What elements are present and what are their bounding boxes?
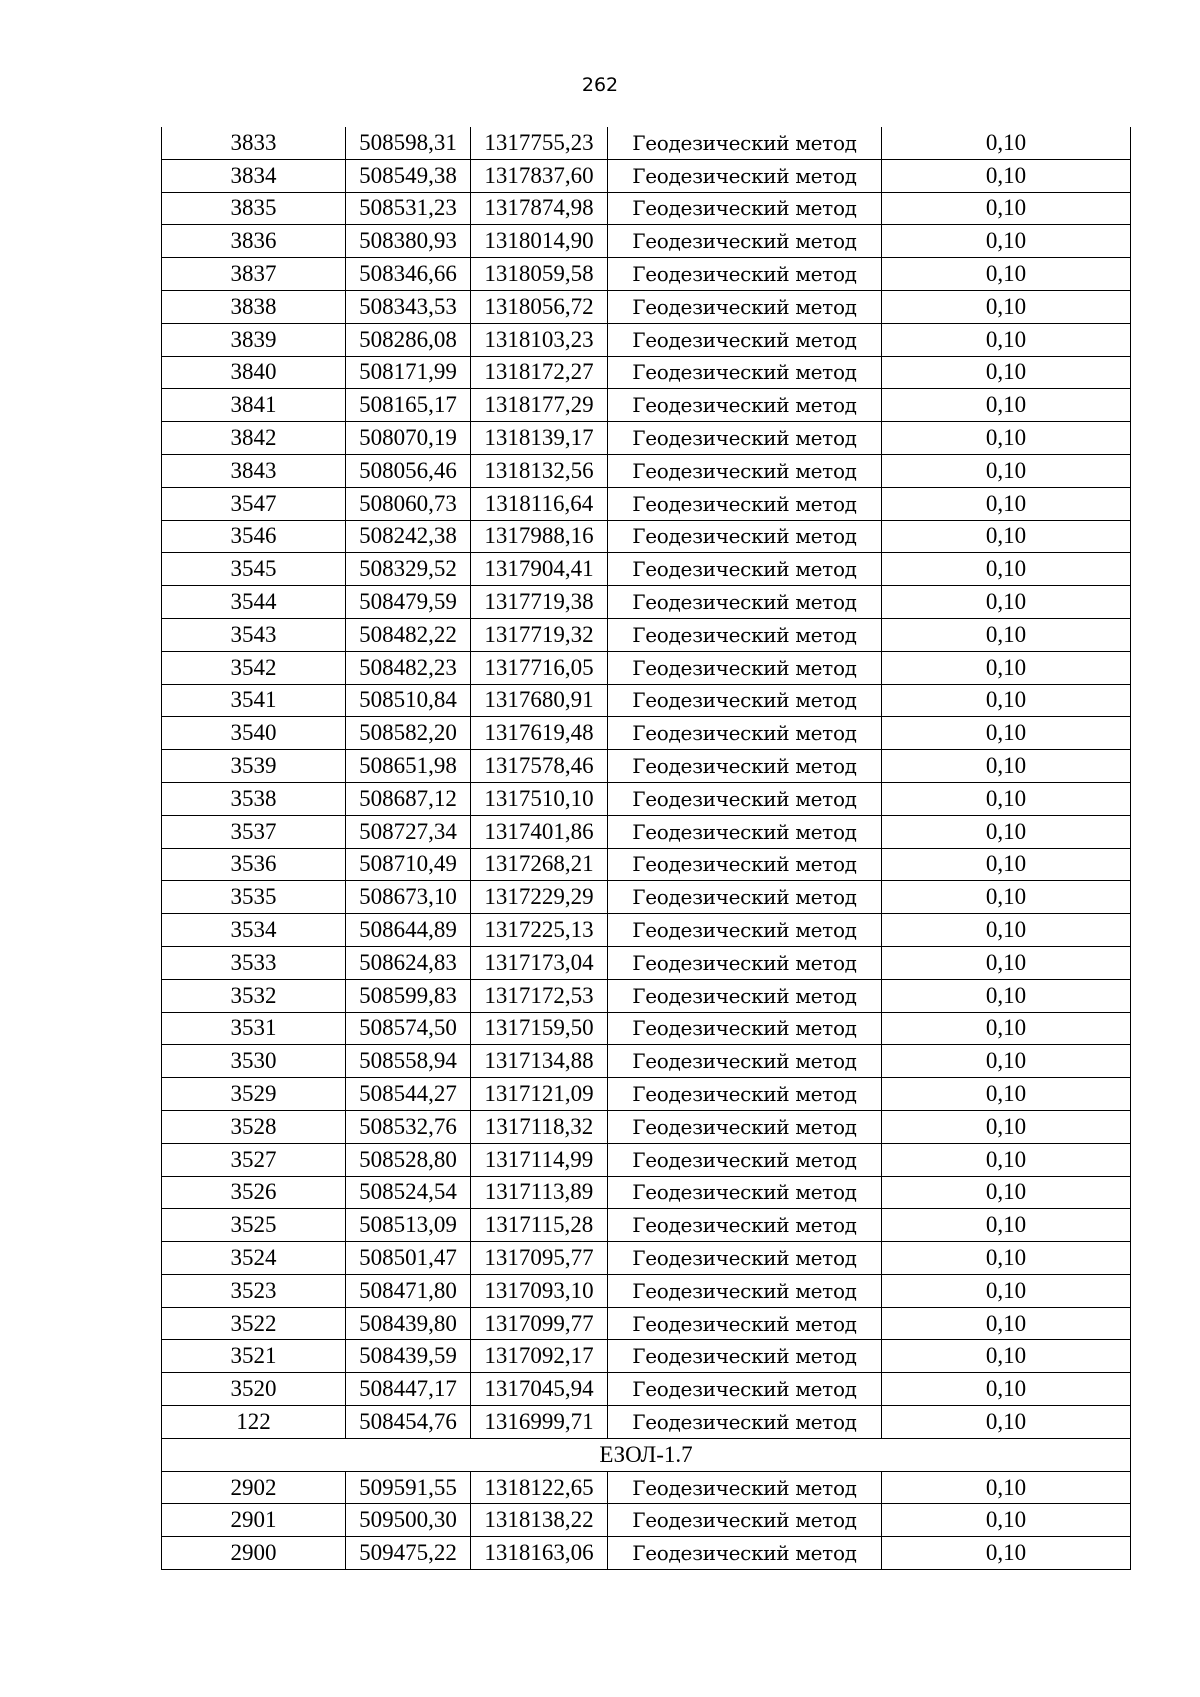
point-number-cell: 3536: [162, 848, 346, 881]
x-coordinate-cell: 508727,34: [346, 815, 471, 848]
point-number-cell: 3547: [162, 487, 346, 520]
page-number: 262: [581, 74, 619, 96]
method-cell: Геодезический метод: [608, 1209, 882, 1242]
point-number-cell: 3539: [162, 750, 346, 783]
y-coordinate-cell: 1317755,23: [471, 127, 608, 159]
x-coordinate-cell: 508070,19: [346, 422, 471, 455]
y-coordinate-cell: 1317988,16: [471, 520, 608, 553]
y-coordinate-cell: 1317095,77: [471, 1242, 608, 1275]
y-coordinate-cell: 1317115,28: [471, 1209, 608, 1242]
method-cell: Геодезический метод: [608, 881, 882, 914]
x-coordinate-cell: 508574,50: [346, 1012, 471, 1045]
y-coordinate-cell: 1317093,10: [471, 1274, 608, 1307]
x-coordinate-cell: 508056,46: [346, 454, 471, 487]
method-cell: Геодезический метод: [608, 750, 882, 783]
y-coordinate-cell: 1318056,72: [471, 290, 608, 323]
table-row: [162, 914, 1131, 947]
table-row: [162, 881, 1131, 914]
point-number-cell: 3843: [162, 454, 346, 487]
point-number-cell: 3527: [162, 1143, 346, 1176]
point-number-cell: 3837: [162, 258, 346, 291]
x-coordinate-cell: 508599,83: [346, 979, 471, 1012]
accuracy-cell: 0,10: [882, 1242, 1131, 1275]
table-row: [162, 815, 1131, 848]
method-cell: Геодезический метод: [608, 618, 882, 651]
point-number-cell: 3835: [162, 192, 346, 225]
accuracy-cell: 0,10: [882, 290, 1131, 323]
y-coordinate-cell: 1317837,60: [471, 159, 608, 192]
accuracy-cell: 0,10: [882, 1176, 1131, 1209]
y-coordinate-cell: 1318132,56: [471, 454, 608, 487]
y-coordinate-cell: 1317510,10: [471, 782, 608, 815]
accuracy-cell: 0,10: [882, 356, 1131, 389]
x-coordinate-cell: 508346,66: [346, 258, 471, 291]
coordinates-table-body: [162, 127, 1131, 1570]
y-coordinate-cell: 1317401,86: [471, 815, 608, 848]
accuracy-cell: 0,10: [882, 1143, 1131, 1176]
y-coordinate-cell: 1317114,99: [471, 1143, 608, 1176]
y-coordinate-cell: 1317229,29: [471, 881, 608, 914]
table-row: [162, 487, 1131, 520]
x-coordinate-cell: 508644,89: [346, 914, 471, 947]
accuracy-cell: 0,10: [882, 946, 1131, 979]
point-number-cell: 3520: [162, 1373, 346, 1406]
y-coordinate-cell: 1318122,65: [471, 1471, 608, 1504]
x-coordinate-cell: 508329,52: [346, 553, 471, 586]
point-number-cell: 3544: [162, 586, 346, 619]
y-coordinate-cell: 1318177,29: [471, 389, 608, 422]
x-coordinate-cell: 508242,38: [346, 520, 471, 553]
method-cell: Геодезический метод: [608, 225, 882, 258]
point-number-cell: 3530: [162, 1045, 346, 1078]
method-cell: Геодезический метод: [608, 1307, 882, 1340]
accuracy-cell: 0,10: [882, 684, 1131, 717]
accuracy-cell: 0,10: [882, 422, 1131, 455]
table-row: [162, 848, 1131, 881]
y-coordinate-cell: 1316999,71: [471, 1406, 608, 1439]
y-coordinate-cell: 1317099,77: [471, 1307, 608, 1340]
y-coordinate-cell: 1317121,09: [471, 1078, 608, 1111]
method-cell: Геодезический метод: [608, 914, 882, 947]
x-coordinate-cell: 508528,80: [346, 1143, 471, 1176]
method-cell: Геодезический метод: [608, 1471, 882, 1504]
accuracy-cell: 0,10: [882, 717, 1131, 750]
table-row: [162, 1537, 1131, 1570]
method-cell: Геодезический метод: [608, 717, 882, 750]
point-number-cell: 3838: [162, 290, 346, 323]
x-coordinate-cell: 508510,84: [346, 684, 471, 717]
accuracy-cell: 0,10: [882, 881, 1131, 914]
table-row: [162, 225, 1131, 258]
table-row: [162, 782, 1131, 815]
table-row: [162, 323, 1131, 356]
table-row: [162, 127, 1131, 159]
coordinates-table: [161, 127, 1131, 1570]
method-cell: Геодезический метод: [608, 258, 882, 291]
x-coordinate-cell: 508598,31: [346, 127, 471, 159]
point-number-cell: 3538: [162, 782, 346, 815]
x-coordinate-cell: 508651,98: [346, 750, 471, 783]
accuracy-cell: 0,10: [882, 553, 1131, 586]
table-row: [162, 1471, 1131, 1504]
x-coordinate-cell: 509500,30: [346, 1504, 471, 1537]
y-coordinate-cell: 1317172,53: [471, 979, 608, 1012]
accuracy-cell: 0,10: [882, 258, 1131, 291]
section-header-row: [162, 1438, 1131, 1471]
point-number-cell: 3534: [162, 914, 346, 947]
table-row: [162, 1078, 1131, 1111]
x-coordinate-cell: 508531,23: [346, 192, 471, 225]
point-number-cell: 122: [162, 1406, 346, 1439]
table-row: [162, 258, 1131, 291]
table-row: [162, 454, 1131, 487]
accuracy-cell: 0,10: [882, 1373, 1131, 1406]
x-coordinate-cell: 508544,27: [346, 1078, 471, 1111]
y-coordinate-cell: 1317904,41: [471, 553, 608, 586]
point-number-cell: 2901: [162, 1504, 346, 1537]
table-row: [162, 1274, 1131, 1307]
accuracy-cell: 0,10: [882, 618, 1131, 651]
method-cell: Геодезический метод: [608, 422, 882, 455]
table-row: [162, 717, 1131, 750]
table-row: [162, 618, 1131, 651]
x-coordinate-cell: 508624,83: [346, 946, 471, 979]
point-number-cell: 3525: [162, 1209, 346, 1242]
table-row: [162, 356, 1131, 389]
method-cell: Геодезический метод: [608, 389, 882, 422]
y-coordinate-cell: 1317716,05: [471, 651, 608, 684]
accuracy-cell: 0,10: [882, 323, 1131, 356]
table-row: [162, 290, 1131, 323]
x-coordinate-cell: 508439,59: [346, 1340, 471, 1373]
accuracy-cell: 0,10: [882, 1307, 1131, 1340]
table-row: [162, 192, 1131, 225]
accuracy-cell: 0,10: [882, 1045, 1131, 1078]
y-coordinate-cell: 1317092,17: [471, 1340, 608, 1373]
table-row: [162, 159, 1131, 192]
table-row: [162, 684, 1131, 717]
point-number-cell: 2902: [162, 1471, 346, 1504]
x-coordinate-cell: 509475,22: [346, 1537, 471, 1570]
point-number-cell: 3533: [162, 946, 346, 979]
table-row: [162, 389, 1131, 422]
method-cell: Геодезический метод: [608, 979, 882, 1012]
accuracy-cell: 0,10: [882, 586, 1131, 619]
accuracy-cell: 0,10: [882, 1078, 1131, 1111]
x-coordinate-cell: 509591,55: [346, 1471, 471, 1504]
y-coordinate-cell: 1317118,32: [471, 1110, 608, 1143]
point-number-cell: 3542: [162, 651, 346, 684]
table-row: [162, 1176, 1131, 1209]
table-row: [162, 750, 1131, 783]
accuracy-cell: 0,10: [882, 1537, 1131, 1570]
y-coordinate-cell: 1317874,98: [471, 192, 608, 225]
y-coordinate-cell: 1317173,04: [471, 946, 608, 979]
method-cell: Геодезический метод: [608, 1274, 882, 1307]
table-row: [162, 1143, 1131, 1176]
point-number-cell: 3546: [162, 520, 346, 553]
method-cell: Геодезический метод: [608, 684, 882, 717]
accuracy-cell: 0,10: [882, 1274, 1131, 1307]
point-number-cell: 3531: [162, 1012, 346, 1045]
point-number-cell: 3836: [162, 225, 346, 258]
point-number-cell: 3522: [162, 1307, 346, 1340]
x-coordinate-cell: 508471,80: [346, 1274, 471, 1307]
accuracy-cell: 0,10: [882, 487, 1131, 520]
table-row: [162, 422, 1131, 455]
accuracy-cell: 0,10: [882, 520, 1131, 553]
method-cell: Геодезический метод: [608, 1340, 882, 1373]
method-cell: Геодезический метод: [608, 782, 882, 815]
accuracy-cell: 0,10: [882, 454, 1131, 487]
x-coordinate-cell: 508513,09: [346, 1209, 471, 1242]
y-coordinate-cell: 1317680,91: [471, 684, 608, 717]
x-coordinate-cell: 508060,73: [346, 487, 471, 520]
y-coordinate-cell: 1317045,94: [471, 1373, 608, 1406]
point-number-cell: 3840: [162, 356, 346, 389]
accuracy-cell: 0,10: [882, 192, 1131, 225]
method-cell: Геодезический метод: [608, 815, 882, 848]
x-coordinate-cell: 508673,10: [346, 881, 471, 914]
method-cell: Геодезический метод: [608, 1143, 882, 1176]
y-coordinate-cell: 1317719,38: [471, 586, 608, 619]
x-coordinate-cell: 508524,54: [346, 1176, 471, 1209]
point-number-cell: 2900: [162, 1537, 346, 1570]
table-row: [162, 1307, 1131, 1340]
method-cell: Геодезический метод: [608, 1078, 882, 1111]
accuracy-cell: 0,10: [882, 914, 1131, 947]
method-cell: Геодезический метод: [608, 651, 882, 684]
method-cell: Геодезический метод: [608, 586, 882, 619]
accuracy-cell: 0,10: [882, 1471, 1131, 1504]
method-cell: Геодезический метод: [608, 946, 882, 979]
table-row: [162, 586, 1131, 619]
x-coordinate-cell: 508482,22: [346, 618, 471, 651]
accuracy-cell: 0,10: [882, 225, 1131, 258]
point-number-cell: 3524: [162, 1242, 346, 1275]
method-cell: Геодезический метод: [608, 454, 882, 487]
method-cell: Геодезический метод: [608, 159, 882, 192]
y-coordinate-cell: 1318059,58: [471, 258, 608, 291]
method-cell: Геодезический метод: [608, 290, 882, 323]
method-cell: Геодезический метод: [608, 323, 882, 356]
point-number-cell: 3521: [162, 1340, 346, 1373]
method-cell: Геодезический метод: [608, 848, 882, 881]
accuracy-cell: 0,10: [882, 127, 1131, 159]
x-coordinate-cell: 508380,93: [346, 225, 471, 258]
x-coordinate-cell: 508482,23: [346, 651, 471, 684]
point-number-cell: 3839: [162, 323, 346, 356]
point-number-cell: 3540: [162, 717, 346, 750]
point-number-cell: 3526: [162, 1176, 346, 1209]
method-cell: Геодезический метод: [608, 1110, 882, 1143]
method-cell: Геодезический метод: [608, 1012, 882, 1045]
accuracy-cell: 0,10: [882, 848, 1131, 881]
point-number-cell: 3541: [162, 684, 346, 717]
accuracy-cell: 0,10: [882, 159, 1131, 192]
point-number-cell: 3528: [162, 1110, 346, 1143]
method-cell: Геодезический метод: [608, 1373, 882, 1406]
table-row: [162, 1012, 1131, 1045]
section-title: ЕЗОЛ-1.7: [162, 1438, 1131, 1471]
x-coordinate-cell: 508343,53: [346, 290, 471, 323]
point-number-cell: 3834: [162, 159, 346, 192]
method-cell: Геодезический метод: [608, 1504, 882, 1537]
point-number-cell: 3841: [162, 389, 346, 422]
accuracy-cell: 0,10: [882, 651, 1131, 684]
accuracy-cell: 0,10: [882, 782, 1131, 815]
method-cell: Геодезический метод: [608, 356, 882, 389]
point-number-cell: 3537: [162, 815, 346, 848]
table-row: [162, 1045, 1131, 1078]
accuracy-cell: 0,10: [882, 1406, 1131, 1439]
x-coordinate-cell: 508558,94: [346, 1045, 471, 1078]
table-row: [162, 1209, 1131, 1242]
method-cell: Геодезический метод: [608, 1537, 882, 1570]
y-coordinate-cell: 1318116,64: [471, 487, 608, 520]
table-row: [162, 553, 1131, 586]
accuracy-cell: 0,10: [882, 1504, 1131, 1537]
x-coordinate-cell: 508439,80: [346, 1307, 471, 1340]
x-coordinate-cell: 508687,12: [346, 782, 471, 815]
table-row: [162, 946, 1131, 979]
y-coordinate-cell: 1317578,46: [471, 750, 608, 783]
point-number-cell: 3543: [162, 618, 346, 651]
accuracy-cell: 0,10: [882, 389, 1131, 422]
table-row: [162, 979, 1131, 1012]
method-cell: Геодезический метод: [608, 127, 882, 159]
method-cell: Геодезический метод: [608, 1176, 882, 1209]
method-cell: Геодезический метод: [608, 1242, 882, 1275]
y-coordinate-cell: 1317134,88: [471, 1045, 608, 1078]
y-coordinate-cell: 1317225,13: [471, 914, 608, 947]
y-coordinate-cell: 1317113,89: [471, 1176, 608, 1209]
x-coordinate-cell: 508454,76: [346, 1406, 471, 1439]
method-cell: Геодезический метод: [608, 487, 882, 520]
point-number-cell: 3529: [162, 1078, 346, 1111]
table-row: [162, 651, 1131, 684]
point-number-cell: 3842: [162, 422, 346, 455]
y-coordinate-cell: 1317719,32: [471, 618, 608, 651]
table-row: [162, 1373, 1131, 1406]
x-coordinate-cell: 508501,47: [346, 1242, 471, 1275]
y-coordinate-cell: 1318163,06: [471, 1537, 608, 1570]
accuracy-cell: 0,10: [882, 1110, 1131, 1143]
x-coordinate-cell: 508532,76: [346, 1110, 471, 1143]
x-coordinate-cell: 508171,99: [346, 356, 471, 389]
y-coordinate-cell: 1317159,50: [471, 1012, 608, 1045]
y-coordinate-cell: 1318139,17: [471, 422, 608, 455]
point-number-cell: 3545: [162, 553, 346, 586]
table-row: [162, 1504, 1131, 1537]
point-number-cell: 3532: [162, 979, 346, 1012]
x-coordinate-cell: 508479,59: [346, 586, 471, 619]
table-row: [162, 1340, 1131, 1373]
point-number-cell: 3535: [162, 881, 346, 914]
method-cell: Геодезический метод: [608, 520, 882, 553]
method-cell: Геодезический метод: [608, 1406, 882, 1439]
y-coordinate-cell: 1318172,27: [471, 356, 608, 389]
accuracy-cell: 0,10: [882, 1012, 1131, 1045]
accuracy-cell: 0,10: [882, 1340, 1131, 1373]
x-coordinate-cell: 508447,17: [346, 1373, 471, 1406]
method-cell: Геодезический метод: [608, 553, 882, 586]
method-cell: Геодезический метод: [608, 192, 882, 225]
table-row: [162, 1242, 1131, 1275]
y-coordinate-cell: 1317619,48: [471, 717, 608, 750]
x-coordinate-cell: 508582,20: [346, 717, 471, 750]
accuracy-cell: 0,10: [882, 1209, 1131, 1242]
y-coordinate-cell: 1318103,23: [471, 323, 608, 356]
x-coordinate-cell: 508286,08: [346, 323, 471, 356]
y-coordinate-cell: 1317268,21: [471, 848, 608, 881]
table-row: [162, 1110, 1131, 1143]
x-coordinate-cell: 508165,17: [346, 389, 471, 422]
point-number-cell: 3833: [162, 127, 346, 159]
accuracy-cell: 0,10: [882, 750, 1131, 783]
x-coordinate-cell: 508549,38: [346, 159, 471, 192]
table-row: [162, 1406, 1131, 1439]
accuracy-cell: 0,10: [882, 815, 1131, 848]
table-row: [162, 520, 1131, 553]
x-coordinate-cell: 508710,49: [346, 848, 471, 881]
point-number-cell: 3523: [162, 1274, 346, 1307]
accuracy-cell: 0,10: [882, 979, 1131, 1012]
method-cell: Геодезический метод: [608, 1045, 882, 1078]
y-coordinate-cell: 1318138,22: [471, 1504, 608, 1537]
y-coordinate-cell: 1318014,90: [471, 225, 608, 258]
